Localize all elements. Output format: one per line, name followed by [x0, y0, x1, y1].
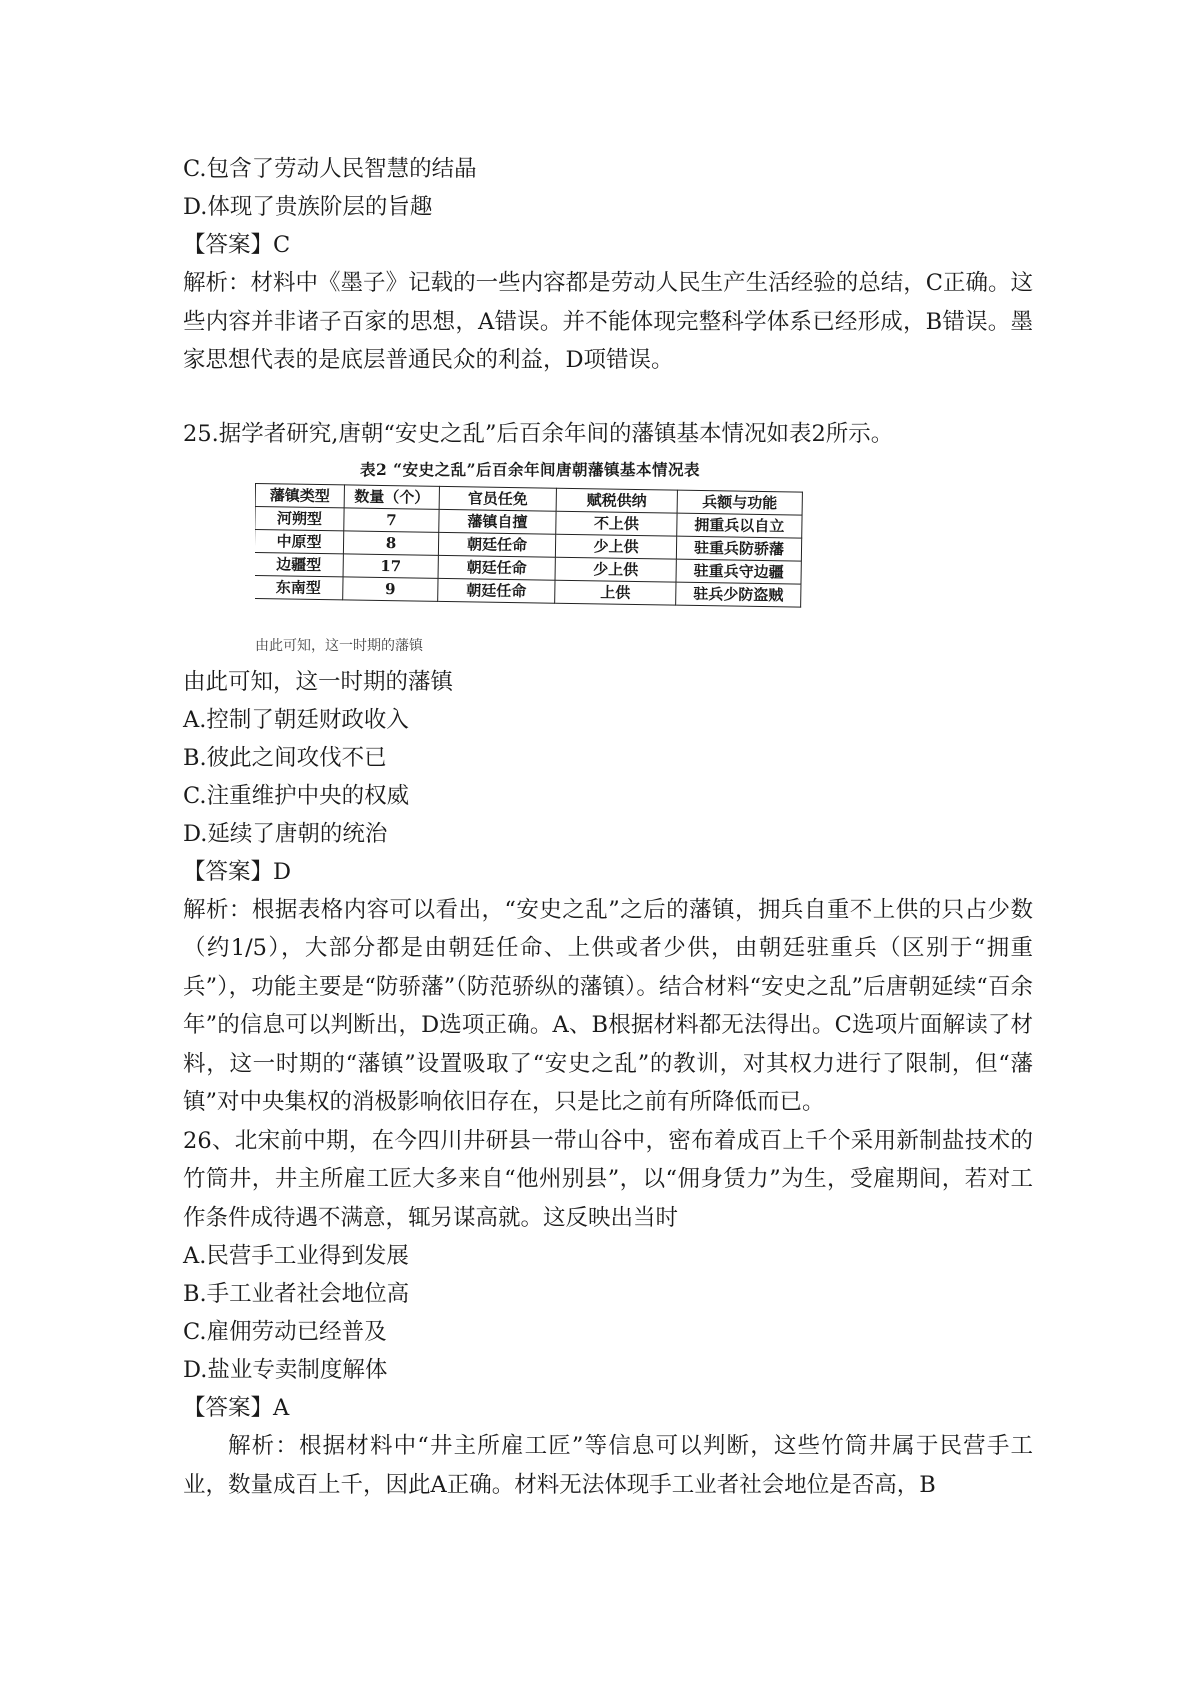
- table-cell: 不上供: [556, 511, 677, 536]
- table-cell: 朝廷任命: [438, 578, 555, 603]
- figure-cut-text: 由此可知，这一时期的藩镇: [255, 637, 423, 653]
- q24-option-c: C.包含了劳动人民智慧的结晶: [183, 156, 477, 182]
- table-cell: 7: [344, 507, 439, 531]
- table-cell: 驻兵少防盗贼: [676, 582, 801, 607]
- q25-stem: 25.据学者研究,唐朝“安史之乱”后百余年间的藩镇基本情况如表2所示。: [183, 420, 894, 447]
- q26-answer: 【答案】A: [183, 1395, 290, 1421]
- q25-prompt: 由此可知，这一时期的藩镇: [183, 668, 454, 695]
- table-cell: 河朔型: [255, 506, 344, 530]
- table-header: 藩镇类型: [255, 483, 344, 507]
- table-header: 数量（个）: [344, 484, 439, 508]
- q26-option-d: D.盐业专卖制度解体: [183, 1357, 388, 1383]
- table-cell: 中原型: [255, 529, 344, 553]
- document-body: [183, 150, 1033, 1504]
- fanzhen-table: [255, 483, 803, 608]
- table-cell: 朝廷任命: [438, 555, 555, 580]
- table-cell: 东南型: [255, 575, 343, 599]
- q24-answer: 【答案】C: [183, 232, 291, 258]
- table-cell: 9: [343, 576, 438, 600]
- q26-option-b: B.手工业者社会地位高: [183, 1281, 410, 1307]
- q26-option-c: C.雇佣劳动已经普及: [183, 1319, 387, 1345]
- table-cell: 8: [343, 530, 438, 554]
- table-header: 兵额与功能: [677, 490, 802, 515]
- table-caption: 表2 “安史之乱”后百余年间唐朝藩镇基本情况表: [359, 459, 700, 479]
- q25-answer: 【答案】D: [183, 858, 292, 885]
- spacer: [183, 380, 1033, 415]
- q25-option-d: D.延续了唐朝的统治: [183, 820, 388, 847]
- table-cell: 上供: [555, 580, 676, 605]
- q25-option-b: B.彼此之间攻伐不已: [183, 744, 387, 771]
- table-cell: 少上供: [555, 534, 676, 559]
- table-header: 赋税供纳: [556, 488, 677, 513]
- q26-analysis: 解析：根据材料中“井主所雇工匠”等信息可以判断，这些竹筒井属于民营手工业，数量成百上千，因此A正确。材料无法体现手工业者社会地位是否高，B: [183, 1433, 1033, 1498]
- q24-analysis: 解析：材料中《墨子》记载的一些内容都是劳动人民生产生活经验的总结，C正确。这些内容并非诸子百家的思想，A错误。并不能体现完整科学体系已经形成，B错误。墨家思想代表的是底层普通民众的利益，D项错误。: [183, 270, 1033, 373]
- table-cell: 朝廷任命: [438, 532, 555, 557]
- table-cell: 驻重兵防骄藩: [676, 536, 801, 561]
- q25-option-a: A.控制了朝廷财政收入: [183, 706, 409, 733]
- table-cell: 藩镇自擅: [439, 509, 556, 534]
- q25-analysis: 解析：根据表格内容可以看出，“安史之乱”之后的藩镇，拥兵自重不上供的只占少数（约1/5），大部分都是由朝廷任命、上供或者少供，由朝廷驻重兵（区别于“拥重兵”），功能主要是“防骄藩”（防范骄纵的藩镇）。结合材料“安史之乱”后唐朝延续“百余年”的信息可以判断出，D选项正确。A、B根据材料都无法得出。C选项片面解读了材料，这一时期的“藩镇”设置吸取了“安史之乱”的教训，对其权力进行了限制，但“藩镇”对中央集权的消极影响依旧存在，只是比之前有所降低而已。: [183, 896, 1033, 1115]
- table-cell: 边疆型: [255, 552, 343, 576]
- q25-table-figure: [255, 457, 805, 653]
- q25-option-c: C.注重维护中央的权威: [183, 782, 410, 809]
- q24-option-d: D.体现了贵族阶层的旨趣: [183, 194, 433, 220]
- table-cell: 17: [343, 553, 438, 577]
- q26-stem: 26、北宋前中期，在今四川井研县一带山谷中，密布着成百上千个采用新制盐技术的竹筒井，井主所雇工匠大多来自“他州别县”，以“佣身赁力”为生，受雇期间，若对工作条件成待遇不满意，辄另谋高就。这反映出当时: [183, 1127, 1033, 1231]
- table-header: 官员任免: [439, 486, 556, 511]
- q26-option-a: A.民营手工业得到发展: [183, 1243, 409, 1269]
- table-cell: 少上供: [555, 557, 676, 582]
- table-cell: 拥重兵以自立: [677, 513, 802, 538]
- table-cell: 驻重兵守边疆: [676, 559, 801, 584]
